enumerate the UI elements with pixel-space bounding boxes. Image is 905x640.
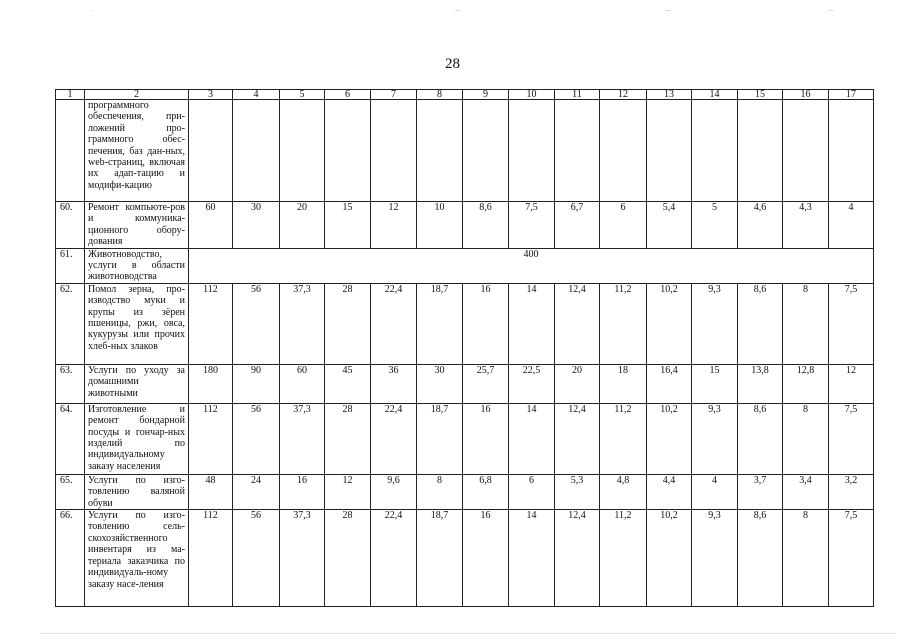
value-cell: 18 (600, 364, 647, 403)
value-cell: 15 (692, 364, 738, 403)
value-cell: 8,6 (738, 283, 783, 364)
value-cell: 36 (371, 364, 417, 403)
value-cell (509, 100, 555, 202)
value-cell: 22,5 (509, 364, 555, 403)
value-cell: 14 (509, 510, 555, 607)
value-cell: 12 (829, 364, 874, 403)
value-cell: 56 (233, 510, 280, 607)
value-cell: 10,2 (647, 510, 692, 607)
header-cell: 8 (417, 90, 463, 100)
header-cell: 10 (509, 90, 555, 100)
row-description: Помол зерна, про-изводство муки и крупы из зёрен пшеницы, ржи, овса, кукурузы или прочих хлеб-ных злаков (85, 283, 189, 364)
value-cell: 10,2 (647, 283, 692, 364)
header-cell: 4 (233, 90, 280, 100)
row-description: Услуги по изго-товлению сель-скохозяйственного инвентаря из ма-териала заказчика по индивидуаль-ному заказу насе-ления (85, 510, 189, 607)
header-cell: 1 (56, 90, 85, 100)
value-cell: 112 (189, 510, 233, 607)
row-description: Изготовление и ремонт бондарной посуды и гончар-ных изделий по индивидуальному заказу населения (85, 403, 189, 474)
table-row (56, 403, 874, 474)
table-row (56, 364, 874, 403)
header-cell: 13 (647, 90, 692, 100)
value-cell: 4 (692, 474, 738, 509)
value-cell: 56 (233, 403, 280, 474)
value-cell: 12 (371, 202, 417, 249)
value-cell: 37,3 (280, 403, 325, 474)
value-cell: 3,7 (738, 474, 783, 509)
value-cell: 8 (783, 283, 829, 364)
value-cell: 5 (692, 202, 738, 249)
value-cell: 30 (417, 364, 463, 403)
header-cell: 3 (189, 90, 233, 100)
table-row (56, 100, 874, 202)
value-cell: 12,4 (555, 510, 600, 607)
value-cell: 12 (325, 474, 371, 509)
table-body (56, 90, 874, 607)
header-cell: 2 (85, 90, 189, 100)
value-cell: 18,7 (417, 403, 463, 474)
value-cell: 20 (555, 364, 600, 403)
value-cell: 10,2 (647, 403, 692, 474)
value-cell: 16,4 (647, 364, 692, 403)
row-description: Услуги по изго-товлению валяной обуви (85, 474, 189, 509)
value-cell (738, 100, 783, 202)
tariff-table (55, 89, 874, 607)
row-description: Животноводство, услуги в области животноводства (85, 248, 189, 283)
value-cell: 12,4 (555, 403, 600, 474)
header-cell: 15 (738, 90, 783, 100)
value-cell: 7,5 (829, 283, 874, 364)
value-cell (647, 100, 692, 202)
value-cell: 5,3 (555, 474, 600, 509)
header-cell: 17 (829, 90, 874, 100)
page-number: 28 (445, 56, 460, 72)
value-cell: 6,7 (555, 202, 600, 249)
row-number: 65. (56, 474, 85, 509)
value-cell: 14 (509, 283, 555, 364)
value-cell: 8 (417, 474, 463, 509)
value-cell: 60 (280, 364, 325, 403)
value-cell: 6,8 (463, 474, 509, 509)
value-cell: 16 (463, 283, 509, 364)
value-cell: 12,8 (783, 364, 829, 403)
value-cell: 3,4 (783, 474, 829, 509)
value-cell: 37,3 (280, 283, 325, 364)
value-cell: 9,6 (371, 474, 417, 509)
merged-value-cell: 400 (189, 248, 874, 283)
value-cell: 16 (463, 510, 509, 607)
value-cell: 8,6 (738, 403, 783, 474)
row-number (56, 100, 85, 202)
header-cell: 7 (371, 90, 417, 100)
value-cell: 8 (783, 403, 829, 474)
row-number: 61. (56, 248, 85, 283)
value-cell: 9,3 (692, 283, 738, 364)
value-cell: 22,4 (371, 403, 417, 474)
value-cell: 4 (829, 202, 874, 249)
value-cell (463, 100, 509, 202)
value-cell (555, 100, 600, 202)
value-cell: 9,3 (692, 403, 738, 474)
table-row (56, 510, 874, 607)
value-cell: 7,5 (509, 202, 555, 249)
value-cell (371, 100, 417, 202)
value-cell: 112 (189, 283, 233, 364)
value-cell: 4,3 (783, 202, 829, 249)
value-cell: 4,4 (647, 474, 692, 509)
value-cell: 11,2 (600, 403, 647, 474)
value-cell (189, 100, 233, 202)
value-cell: 16 (280, 474, 325, 509)
value-cell: 25,7 (463, 364, 509, 403)
value-cell: 6 (600, 202, 647, 249)
value-cell: 48 (189, 474, 233, 509)
header-cell: 6 (325, 90, 371, 100)
bottom-scan-line (40, 633, 895, 635)
value-cell: 14 (509, 403, 555, 474)
value-cell: 16 (463, 403, 509, 474)
value-cell: 60 (189, 202, 233, 249)
value-cell: 4,6 (738, 202, 783, 249)
value-cell: 90 (233, 364, 280, 403)
value-cell: 8,6 (738, 510, 783, 607)
value-cell: 6 (509, 474, 555, 509)
value-cell: 3,2 (829, 474, 874, 509)
value-cell: 22,4 (371, 510, 417, 607)
value-cell: 18,7 (417, 510, 463, 607)
value-cell: 13,8 (738, 364, 783, 403)
value-cell: 11,2 (600, 283, 647, 364)
header-cell: 5 (280, 90, 325, 100)
value-cell: 22,4 (371, 283, 417, 364)
row-number: 66. (56, 510, 85, 607)
value-cell: 15 (325, 202, 371, 249)
value-cell: 28 (325, 403, 371, 474)
row-number: 62. (56, 283, 85, 364)
value-cell: 180 (189, 364, 233, 403)
row-number: 64. (56, 403, 85, 474)
header-cell: 11 (555, 90, 600, 100)
value-cell (233, 100, 280, 202)
value-cell (417, 100, 463, 202)
value-cell: 30 (233, 202, 280, 249)
value-cell: 4,8 (600, 474, 647, 509)
header-cell: 9 (463, 90, 509, 100)
row-description: программного обеспечения, при-ложений про-граммного обес-печения, баз дан-ных, web-страниц, включая их адап-тацию и модифи-кацию (85, 100, 189, 202)
value-cell: 10 (417, 202, 463, 249)
value-cell (280, 100, 325, 202)
row-description: Ремонт компьюте-ров и коммуника-ционного обору-дования (85, 202, 189, 249)
table-row (56, 202, 874, 249)
value-cell: 8 (783, 510, 829, 607)
value-cell: 45 (325, 364, 371, 403)
value-cell: 24 (233, 474, 280, 509)
value-cell (829, 100, 874, 202)
value-cell: 8,6 (463, 202, 509, 249)
header-cell: 14 (692, 90, 738, 100)
value-cell: 7,5 (829, 510, 874, 607)
value-cell: 20 (280, 202, 325, 249)
header-cell: 16 (783, 90, 829, 100)
row-number: 63. (56, 364, 85, 403)
value-cell: 28 (325, 283, 371, 364)
value-cell: 18,7 (417, 283, 463, 364)
value-cell: 56 (233, 283, 280, 364)
value-cell: 7,5 (829, 403, 874, 474)
table-row (56, 248, 874, 283)
value-cell: 28 (325, 510, 371, 607)
value-cell: 112 (189, 403, 233, 474)
value-cell: 5,4 (647, 202, 692, 249)
table-row (56, 474, 874, 509)
value-cell (325, 100, 371, 202)
value-cell: 9,3 (692, 510, 738, 607)
row-description: Услуги по уходу за домашними животными (85, 364, 189, 403)
value-cell: 37,3 (280, 510, 325, 607)
value-cell: 11,2 (600, 510, 647, 607)
value-cell (692, 100, 738, 202)
row-number: 60. (56, 202, 85, 249)
table-row (56, 283, 874, 364)
header-row (56, 90, 874, 100)
header-cell: 12 (600, 90, 647, 100)
value-cell (600, 100, 647, 202)
value-cell (783, 100, 829, 202)
value-cell: 12,4 (555, 283, 600, 364)
